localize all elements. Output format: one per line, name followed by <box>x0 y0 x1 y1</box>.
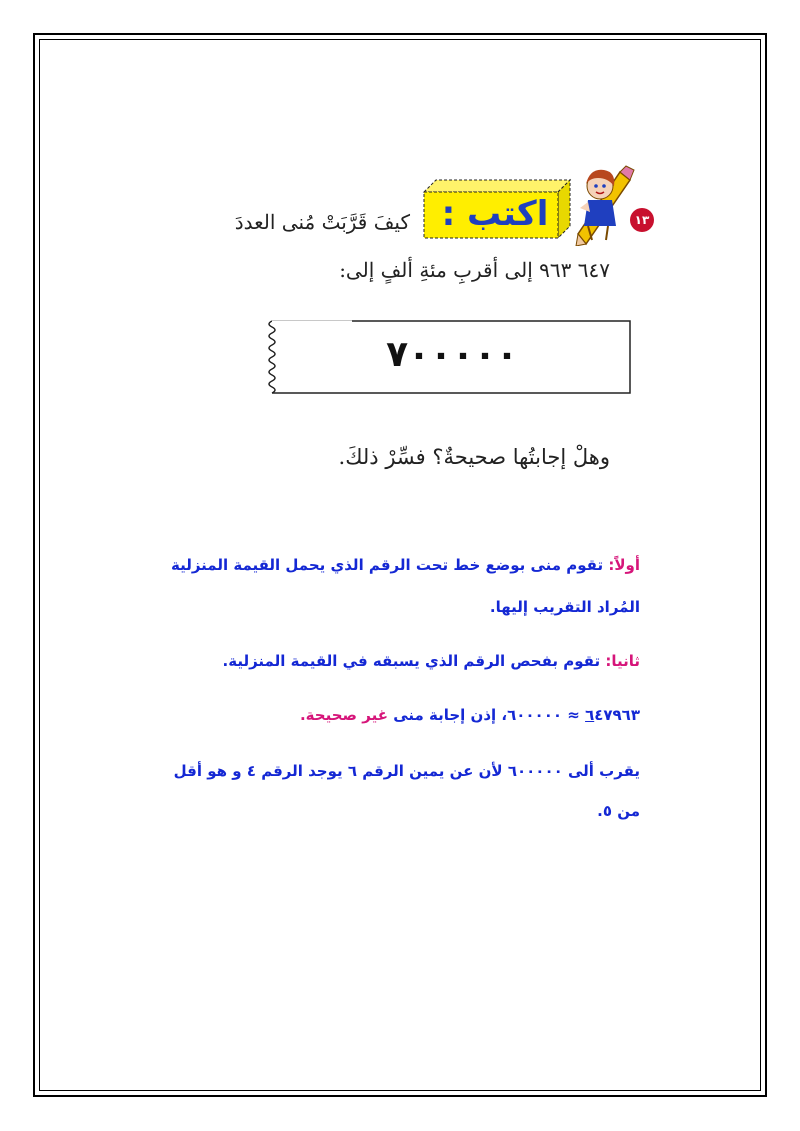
answer-value: ٧٠٠٠٠٠ <box>386 334 518 375</box>
solution-p3-rest-number: ٤٧٩٦٣ <box>594 706 640 724</box>
solution-p3-underlined-digit: ٦ <box>585 706 595 724</box>
solution-p3-highlight: غير صحيحة. <box>299 706 388 724</box>
solution-p3-number <box>585 706 640 724</box>
solution-p2 <box>120 652 640 670</box>
question-line-2: ٦٤٧ ٩٦٣ إلى أقربِ مئةِ ألفٍ إلى: <box>339 258 610 282</box>
solution-p2-label: ثانيا: <box>605 652 640 670</box>
solution-p2-text: تقوم بفحص الرقم الذي يسبقه في القيمة المنزلية. <box>222 652 601 670</box>
solution-p1-label: أولاً: <box>608 556 640 574</box>
write-heading: اكتب : <box>441 194 549 234</box>
question-line-1: كيفَ قَرَّبَتْ مُنى العددَ <box>234 210 410 234</box>
question-number-badge: ١٣ <box>630 208 654 232</box>
solution-p4-line2: من ٥. <box>597 802 640 820</box>
solution-p3-text: ≈ ٦٠٠٠٠٠، إذن إجابة منى <box>393 706 580 724</box>
solution-p4-line1: يقرب ألى ٦٠٠٠٠٠ لأن عن يمين الرقم ٦ يوجد الرقم ٤ و هو أقل <box>173 762 640 780</box>
solution-p1-line1 <box>120 556 640 574</box>
question-line-3: وهلْ إجابتُها صحيحةٌ؟ فسِّرْ ذلكَ. <box>338 445 610 469</box>
solution-p3 <box>120 706 640 724</box>
solution-p1-text: تقوم منى بوضع خط تحت الرقم الذي يحمل القيمة المنزلية <box>170 556 604 574</box>
pencil-girl-icon <box>568 160 638 246</box>
solution-p1-line2: المُراد التقريب إليها. <box>489 598 640 616</box>
